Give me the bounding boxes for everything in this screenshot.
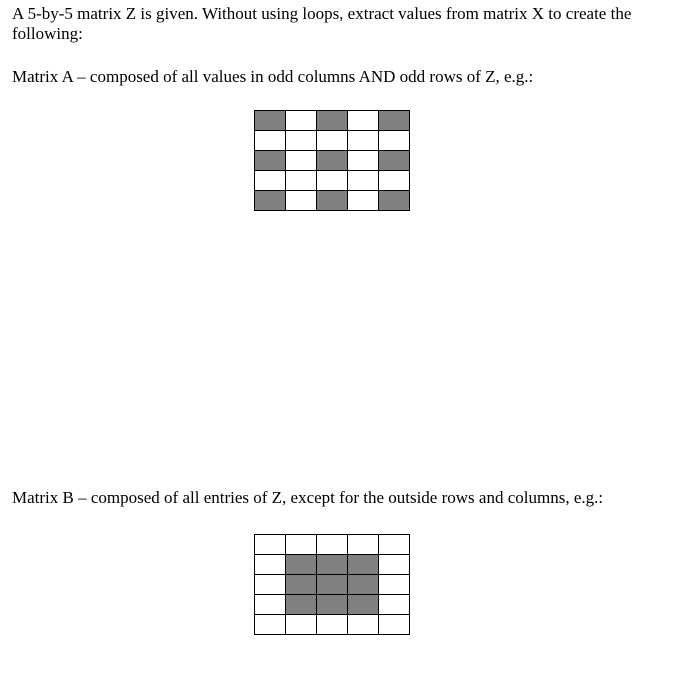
matrix-cell-filled	[317, 595, 348, 615]
matrix-cell-empty	[379, 171, 410, 191]
matrix-cell-filled	[317, 191, 348, 211]
matrix-cell-empty	[286, 111, 317, 131]
matrix-cell-filled	[348, 595, 379, 615]
problem-intro-text: A 5-by-5 matrix Z is given. Without using loops, extract values from matrix X to create the following:	[12, 4, 636, 43]
matrix-cell-filled	[286, 575, 317, 595]
matrix-cell-empty	[255, 131, 286, 151]
matrix-cell-empty	[286, 171, 317, 191]
matrix-cell-filled	[317, 111, 348, 131]
matrix-a-grid-row	[255, 151, 410, 171]
matrix-cell-empty	[348, 111, 379, 131]
matrix-cell-empty	[317, 615, 348, 635]
matrix-cell-filled	[348, 575, 379, 595]
matrix-cell-empty	[348, 535, 379, 555]
matrix-cell-filled	[317, 151, 348, 171]
matrix-cell-empty	[379, 575, 410, 595]
matrix-cell-filled	[379, 191, 410, 211]
matrix-cell-empty	[348, 151, 379, 171]
matrix-a-grid-row	[255, 111, 410, 131]
matrix-cell-filled	[286, 555, 317, 575]
matrix-cell-empty	[348, 131, 379, 151]
matrix-cell-empty	[255, 535, 286, 555]
matrix-a-grid-row	[255, 171, 410, 191]
matrix-cell-filled	[255, 191, 286, 211]
matrix-cell-filled	[317, 575, 348, 595]
matrix-a-description: Matrix A – composed of all values in odd columns AND odd rows of Z, e.g.:	[12, 67, 534, 86]
matrix-cell-empty	[379, 535, 410, 555]
matrix-cell-empty	[348, 171, 379, 191]
matrix-cell-empty	[379, 131, 410, 151]
matrix-cell-filled	[379, 151, 410, 171]
matrix-cell-empty	[317, 171, 348, 191]
matrix-cell-empty	[379, 615, 410, 635]
matrix-cell-filled	[348, 555, 379, 575]
matrix-b-description: Matrix B – composed of all entries of Z, except for the outside rows and columns, e.g.:	[12, 488, 604, 507]
matrix-b-grid-row	[255, 575, 410, 595]
matrix-cell-filled	[286, 595, 317, 615]
matrix-cell-empty	[255, 615, 286, 635]
matrix-cell-empty	[348, 615, 379, 635]
matrix-b-grid-row	[255, 595, 410, 615]
matrix-a-grid-row	[255, 191, 410, 211]
matrix-cell-empty	[348, 191, 379, 211]
matrix-b-grid-row	[255, 535, 410, 555]
matrix-cell-empty	[255, 171, 286, 191]
matrix-cell-empty	[286, 131, 317, 151]
matrix-cell-empty	[317, 131, 348, 151]
matrix-b-grid	[254, 534, 410, 635]
matrix-cell-empty	[286, 615, 317, 635]
matrix-cell-empty	[317, 535, 348, 555]
matrix-cell-empty	[255, 555, 286, 575]
matrix-cell-filled	[317, 555, 348, 575]
matrix-cell-filled	[379, 111, 410, 131]
matrix-b-grid-row	[255, 555, 410, 575]
matrix-cell-filled	[255, 111, 286, 131]
matrix-b-grid-row	[255, 615, 410, 635]
matrix-cell-empty	[286, 151, 317, 171]
matrix-a-grid-row	[255, 131, 410, 151]
matrix-cell-filled	[255, 151, 286, 171]
matrix-a-grid	[254, 110, 410, 211]
matrix-cell-empty	[379, 595, 410, 615]
matrix-cell-empty	[286, 191, 317, 211]
matrix-cell-empty	[286, 535, 317, 555]
matrix-cell-empty	[255, 595, 286, 615]
matrix-cell-empty	[255, 575, 286, 595]
matrix-cell-empty	[379, 555, 410, 575]
